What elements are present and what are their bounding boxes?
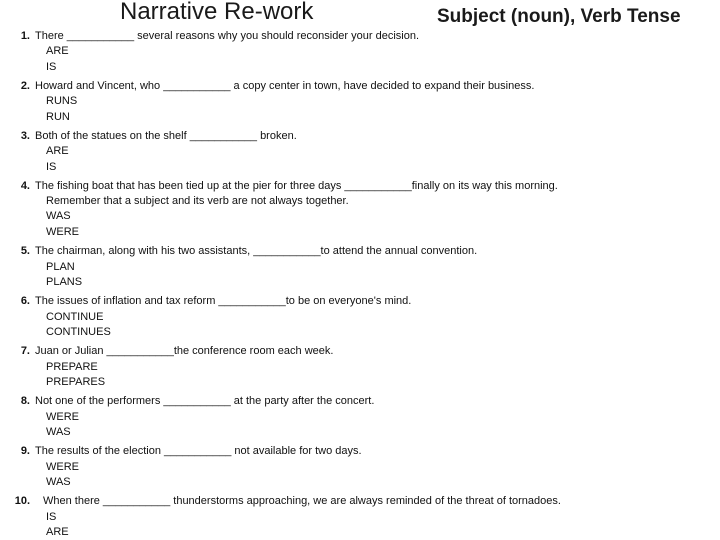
answer-option[interactable]: WAS xyxy=(46,210,71,222)
answer-option[interactable]: ARE xyxy=(46,145,69,157)
answer-option[interactable]: IS xyxy=(46,61,57,73)
answer-option[interactable]: WAS xyxy=(46,476,71,488)
question-number: 9. xyxy=(20,445,30,457)
question-number: 6. xyxy=(20,295,30,307)
question-number: 8. xyxy=(20,395,30,407)
answer-option[interactable]: PREPARE xyxy=(46,361,98,373)
answer-option[interactable]: PREPARES xyxy=(46,376,106,388)
question-number: 3. xyxy=(20,130,30,142)
question-text: Howard and Vincent, who ___________ a copy center in town, have decided to expand their business. xyxy=(35,80,535,92)
answer-option[interactable]: ARE xyxy=(46,45,69,57)
question-number: 7. xyxy=(20,345,30,357)
question-number: 5. xyxy=(20,245,30,257)
answer-option[interactable]: PLANS xyxy=(46,276,83,288)
answer-option[interactable]: WERE xyxy=(46,461,79,473)
answer-option[interactable]: IS xyxy=(46,161,57,173)
question-text: The issues of inflation and tax reform ___________to be on everyone's mind. xyxy=(35,295,412,307)
answer-option[interactable]: RUN xyxy=(46,111,70,123)
answer-option[interactable]: CONTINUE xyxy=(46,311,104,323)
answer-option[interactable]: RUNS xyxy=(46,95,78,107)
question-text: The results of the election ___________ not available for two days. xyxy=(35,445,362,457)
answer-option[interactable]: WERE xyxy=(46,411,79,423)
question-text: Both of the statues on the shelf ___________ broken. xyxy=(35,130,297,142)
answer-option[interactable]: PLAN xyxy=(46,261,75,273)
page-title: Narrative Re-work xyxy=(120,0,314,25)
question-note: Remember that a subject and its verb are not always together. xyxy=(46,195,349,207)
question-text: The chairman, along with his two assistants, ___________to attend the annual convention. xyxy=(35,245,478,257)
question-number: 10. xyxy=(14,495,30,507)
question-number: 4. xyxy=(20,180,30,192)
question-text: Juan or Julian ___________the conference room each week. xyxy=(35,345,334,357)
question-text: The fishing boat that has been tied up at the pier for three days ___________finally on its way this morning. xyxy=(35,180,558,192)
question-text: There ___________ several reasons why you should reconsider your decision. xyxy=(35,30,420,42)
question-text: When there ___________ thunderstorms approaching, we are always reminded of the threat of tornadoes. xyxy=(43,495,561,507)
answer-option[interactable]: WAS xyxy=(46,426,71,438)
answer-option[interactable]: WERE xyxy=(46,226,79,238)
answer-option[interactable]: IS xyxy=(46,511,57,523)
answer-option[interactable]: CONTINUES xyxy=(46,326,111,338)
question-text: Not one of the performers ___________ at the party after the concert. xyxy=(35,395,375,407)
page-subtitle: Subject (noun), Verb Tense xyxy=(437,6,681,27)
question-number: 2. xyxy=(20,80,30,92)
answer-option[interactable]: ARE xyxy=(46,526,69,538)
question-number: 1. xyxy=(20,30,30,42)
